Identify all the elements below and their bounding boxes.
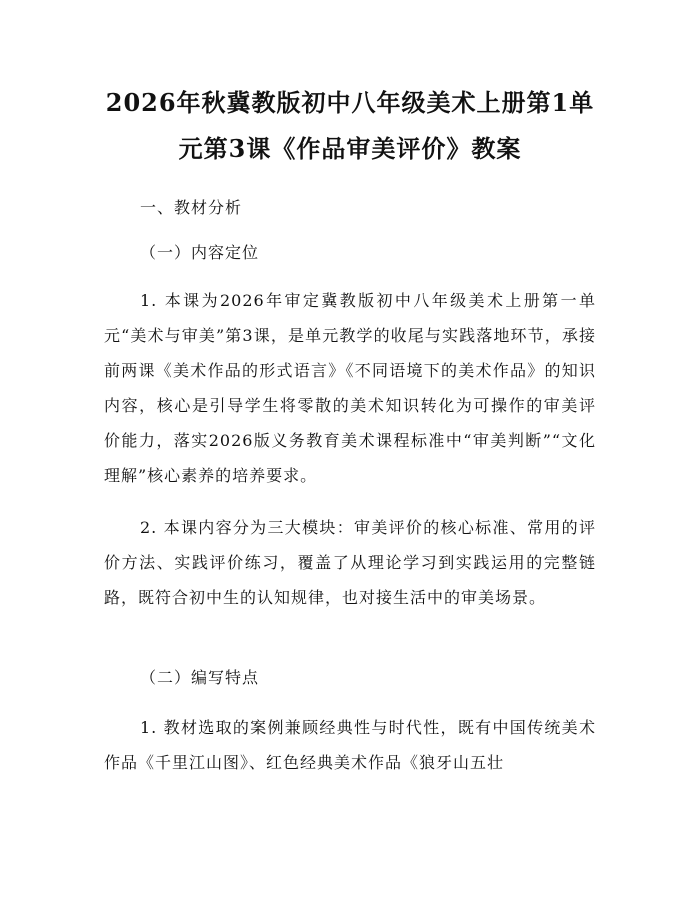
paragraph-3: 1. 教材选取的案例兼顾经典性与时代性，既有中国传统美术作品《千里江山图》、红色经典美术作品《狼牙山五壮 bbox=[104, 718, 596, 772]
paragraph-1: 1. 本课为2026年审定冀教版初中八年级美术上册第一单元“美术与审美”第3课，是单元教学的收尾与实践落地环节，承接前两课《美术作品的形式语言》《不同语境下的美术作品》的知识内容，核心是引导学生将零散的美术知识转化为可操作的审美评价能力，落实2026版义务教育美术课程标准中“审美判断”“文化理解”核心素养的培养要求。 bbox=[104, 291, 596, 485]
title-line-1: 2026年秋冀教版初中八年级美术上册第1单 bbox=[105, 88, 595, 117]
document-title bbox=[104, 80, 596, 172]
section-heading-textbook-analysis: 一、教材分析 bbox=[140, 198, 243, 217]
title-line-2: 元第3课《作品审美评价》教案 bbox=[178, 134, 522, 163]
paragraph-2: 2. 本课内容分为三大模块：审美评价的核心标准、常用的评价方法、实践评价练习，覆盖了从理论学习到实践运用的完整链路，既符合初中生的认知规律，也对接生活中的审美场景。 bbox=[104, 518, 596, 607]
subheading-writing-features: （二）编写特点 bbox=[140, 668, 260, 687]
subheading-content-positioning: （一）内容定位 bbox=[140, 243, 260, 262]
